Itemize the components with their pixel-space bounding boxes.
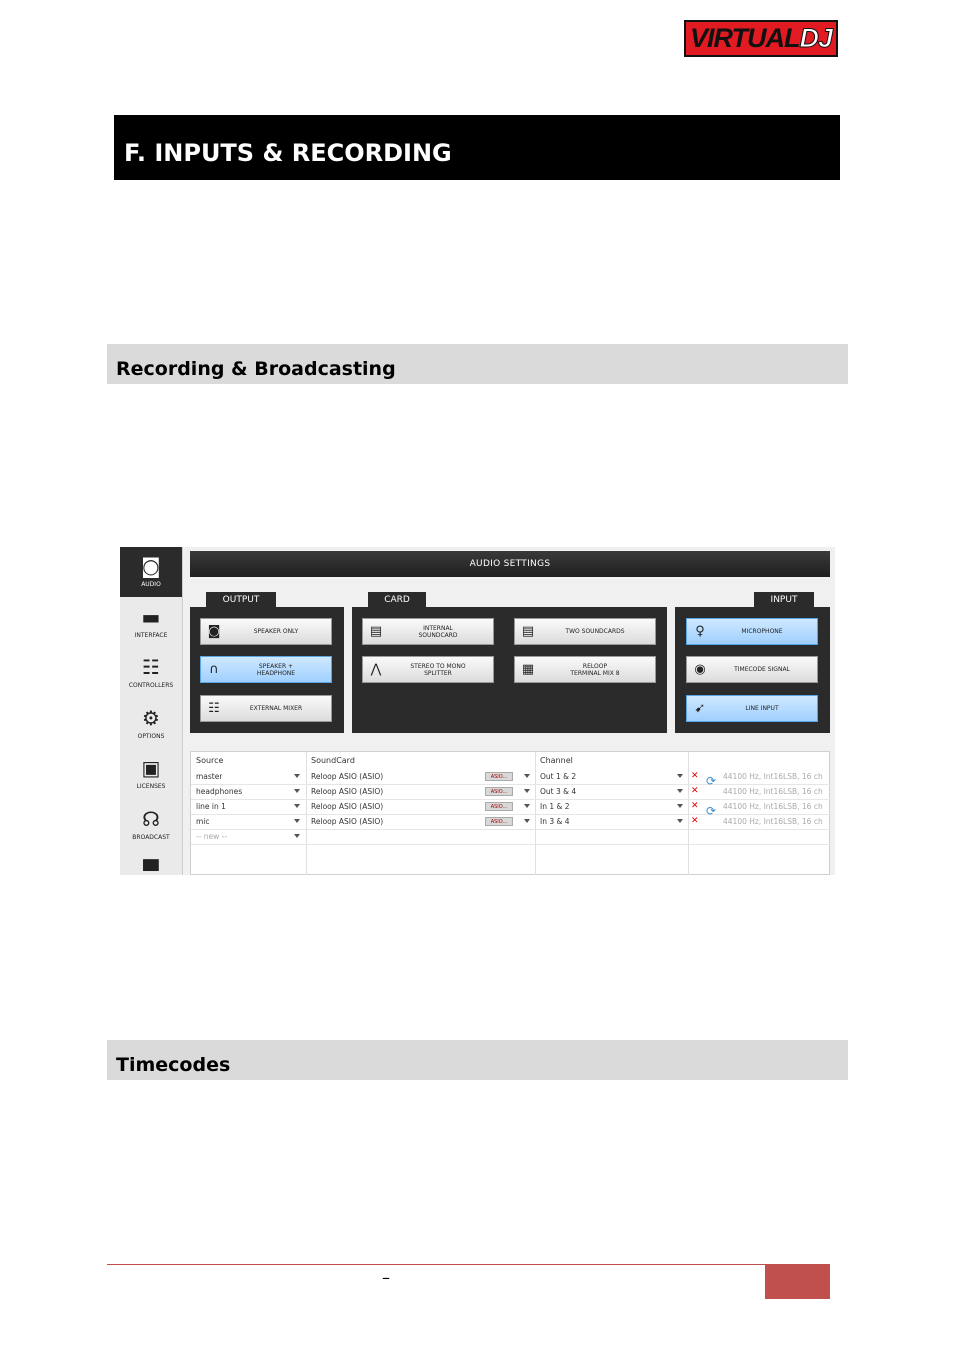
timecode-signal-button[interactable] [686, 656, 818, 683]
soundcard-select[interactable]: Reloop ASIO (ASIO) [311, 772, 384, 781]
link-refresh-icon[interactable]: ⟳ [706, 774, 717, 788]
sidebar-label: INTERFACE [134, 632, 168, 639]
delete-row-icon[interactable]: ✕ [691, 786, 699, 796]
microphone-button[interactable] [686, 618, 818, 645]
audio-settings-title: AUDIO SETTINGS [190, 551, 830, 577]
link-refresh-icon[interactable]: ⟳ [706, 804, 717, 818]
button-label: STEREO TO MONO SPLITTER [410, 662, 466, 677]
tab-card: CARD [368, 592, 426, 608]
sidebar-label: OPTIONS [137, 733, 165, 740]
headphone-icon: ∩ [209, 662, 219, 677]
source-select[interactable]: headphones [196, 787, 243, 796]
button-label: LINE INPUT [745, 705, 779, 712]
source-select[interactable]: master [196, 772, 223, 781]
chevron-down-icon[interactable] [524, 819, 530, 823]
virtualdj-logo [684, 20, 838, 57]
column-header-source: Source [196, 756, 224, 765]
delete-row-icon[interactable]: ✕ [691, 801, 699, 811]
chevron-down-icon[interactable] [294, 819, 300, 823]
sidebar-item-folder[interactable] [120, 852, 182, 875]
sidebar-item-licenses[interactable] [120, 749, 182, 799]
settings-sidebar [120, 547, 183, 875]
chevron-down-icon[interactable] [294, 834, 300, 838]
page-number-box [765, 1265, 830, 1299]
chevron-down-icon[interactable] [677, 774, 683, 778]
chapter-title: F. INPUTS & RECORDING [114, 115, 840, 180]
format-info: 44100 Hz, Int16LSB, 16 ch [723, 787, 823, 796]
soundcard-select[interactable]: Reloop ASIO (ASIO) [311, 787, 384, 796]
audio-settings-screenshot [120, 547, 835, 875]
format-info: 44100 Hz, Int16LSB, 16 ch [723, 772, 823, 781]
microphone-icon: ♀ [695, 624, 705, 639]
button-label: EXTERNAL MIXER [249, 705, 303, 712]
chevron-down-icon[interactable] [677, 819, 683, 823]
sidebar-item-controllers[interactable] [120, 648, 182, 698]
logo-text-dj: DJ [799, 23, 833, 53]
button-label: TIMECODE SIGNAL [734, 666, 790, 673]
sidebar-item-audio[interactable] [120, 547, 182, 597]
chevron-down-icon[interactable] [524, 789, 530, 793]
splitter-cable-icon: ⋀ [370, 662, 382, 677]
delete-row-icon[interactable]: ✕ [691, 816, 699, 826]
delete-row-icon[interactable]: ✕ [691, 771, 699, 781]
lock-icon: ▣ [141, 756, 161, 780]
mixer-icon: ☷ [208, 701, 220, 716]
source-select[interactable]: mic [196, 817, 210, 826]
channel-select[interactable]: Out 3 & 4 [540, 787, 577, 796]
asio-config-button[interactable]: ASIO... [485, 772, 513, 781]
chevron-down-icon[interactable] [677, 804, 683, 808]
button-label: TWO SOUNDCARDS [565, 628, 625, 635]
section-heading-timecodes: Timecodes [107, 1040, 848, 1080]
button-label: MICROPHONE [741, 628, 783, 635]
column-header-soundcard: SoundCard [311, 756, 355, 765]
sidebar-label: LICENSES [136, 783, 166, 790]
stereo-mono-splitter-button[interactable] [362, 656, 494, 683]
table-row-new [191, 830, 831, 845]
chevron-down-icon[interactable] [677, 789, 683, 793]
speaker-only-button[interactable] [200, 618, 332, 645]
channel-select[interactable]: In 1 & 2 [540, 802, 570, 811]
line-input-button[interactable] [686, 695, 818, 722]
asio-config-button[interactable]: ASIO... [485, 802, 513, 811]
two-soundcards-button[interactable] [514, 618, 656, 645]
footer-divider [107, 1264, 830, 1265]
logo-text-virtual: VIRTUAL [689, 23, 800, 53]
soundcard-icon: ▤ [369, 624, 383, 639]
routing-table [190, 751, 830, 875]
table-row [191, 785, 831, 800]
external-mixer-button[interactable] [200, 695, 332, 722]
tab-output: OUTPUT [206, 592, 276, 608]
sidebar-label: BROADCAST [132, 834, 170, 841]
section-heading-recording: Recording & Broadcasting [107, 344, 848, 384]
vinyl-icon: ◉ [694, 662, 706, 677]
button-label: SPEAKER + HEADPHONE [256, 662, 296, 677]
sidebar-item-interface[interactable] [120, 598, 182, 648]
soundcard-select[interactable]: Reloop ASIO (ASIO) [311, 817, 384, 826]
format-info: 44100 Hz, Int16LSB, 16 ch [723, 802, 823, 811]
sidebar-label: AUDIO [141, 581, 161, 588]
table-row [191, 770, 831, 788]
reloop-terminal-mix-button[interactable] [514, 656, 656, 683]
folder-icon: ▀ [143, 859, 159, 875]
soundcard-select[interactable]: Reloop ASIO (ASIO) [311, 802, 384, 811]
channel-select[interactable]: In 3 & 4 [540, 817, 570, 826]
speaker-icon: ◙ [141, 554, 161, 578]
button-label: SPEAKER ONLY [253, 628, 299, 635]
asio-config-button[interactable]: ASIO... [485, 817, 513, 826]
sidebar-label: CONTROLLERS [128, 682, 174, 689]
footer-dash: – [382, 1268, 390, 1287]
button-label: INTERNAL SOUNDCARD [418, 624, 458, 639]
table-row [191, 815, 831, 830]
channel-select[interactable]: Out 1 & 2 [540, 772, 577, 781]
sidebar-item-options[interactable] [120, 699, 182, 749]
tab-input: INPUT [754, 592, 814, 608]
internal-soundcard-button[interactable] [362, 618, 494, 645]
soundcards-icon: ▤ [521, 624, 535, 639]
format-info: 44100 Hz, Int16LSB, 16 ch [723, 817, 823, 826]
cable-plug-icon: ➹ [694, 701, 706, 716]
sliders-icon: ☷ [142, 655, 160, 679]
gear-icon: ⚙ [142, 706, 160, 730]
table-row [191, 800, 831, 818]
button-label: RELOOP TERMINAL MIX 8 [570, 662, 620, 677]
new-source-select[interactable]: -- new -- [196, 832, 228, 841]
chevron-down-icon[interactable] [294, 804, 300, 808]
column-header-channel: Channel [540, 756, 573, 765]
speaker-headphone-button[interactable] [200, 656, 332, 683]
monitor-icon: ▬ [141, 605, 161, 629]
asio-config-button[interactable]: ASIO... [485, 787, 513, 796]
source-select[interactable]: line in 1 [196, 802, 226, 811]
chevron-down-icon[interactable] [294, 774, 300, 778]
chevron-down-icon[interactable] [524, 774, 530, 778]
chevron-down-icon[interactable] [294, 789, 300, 793]
broadcast-icon: ☊ [142, 807, 160, 831]
chevron-down-icon[interactable] [524, 804, 530, 808]
controller-icon: ▦ [521, 662, 535, 677]
sidebar-item-broadcast[interactable] [120, 800, 182, 850]
speaker-icon: ◙ [207, 624, 221, 639]
